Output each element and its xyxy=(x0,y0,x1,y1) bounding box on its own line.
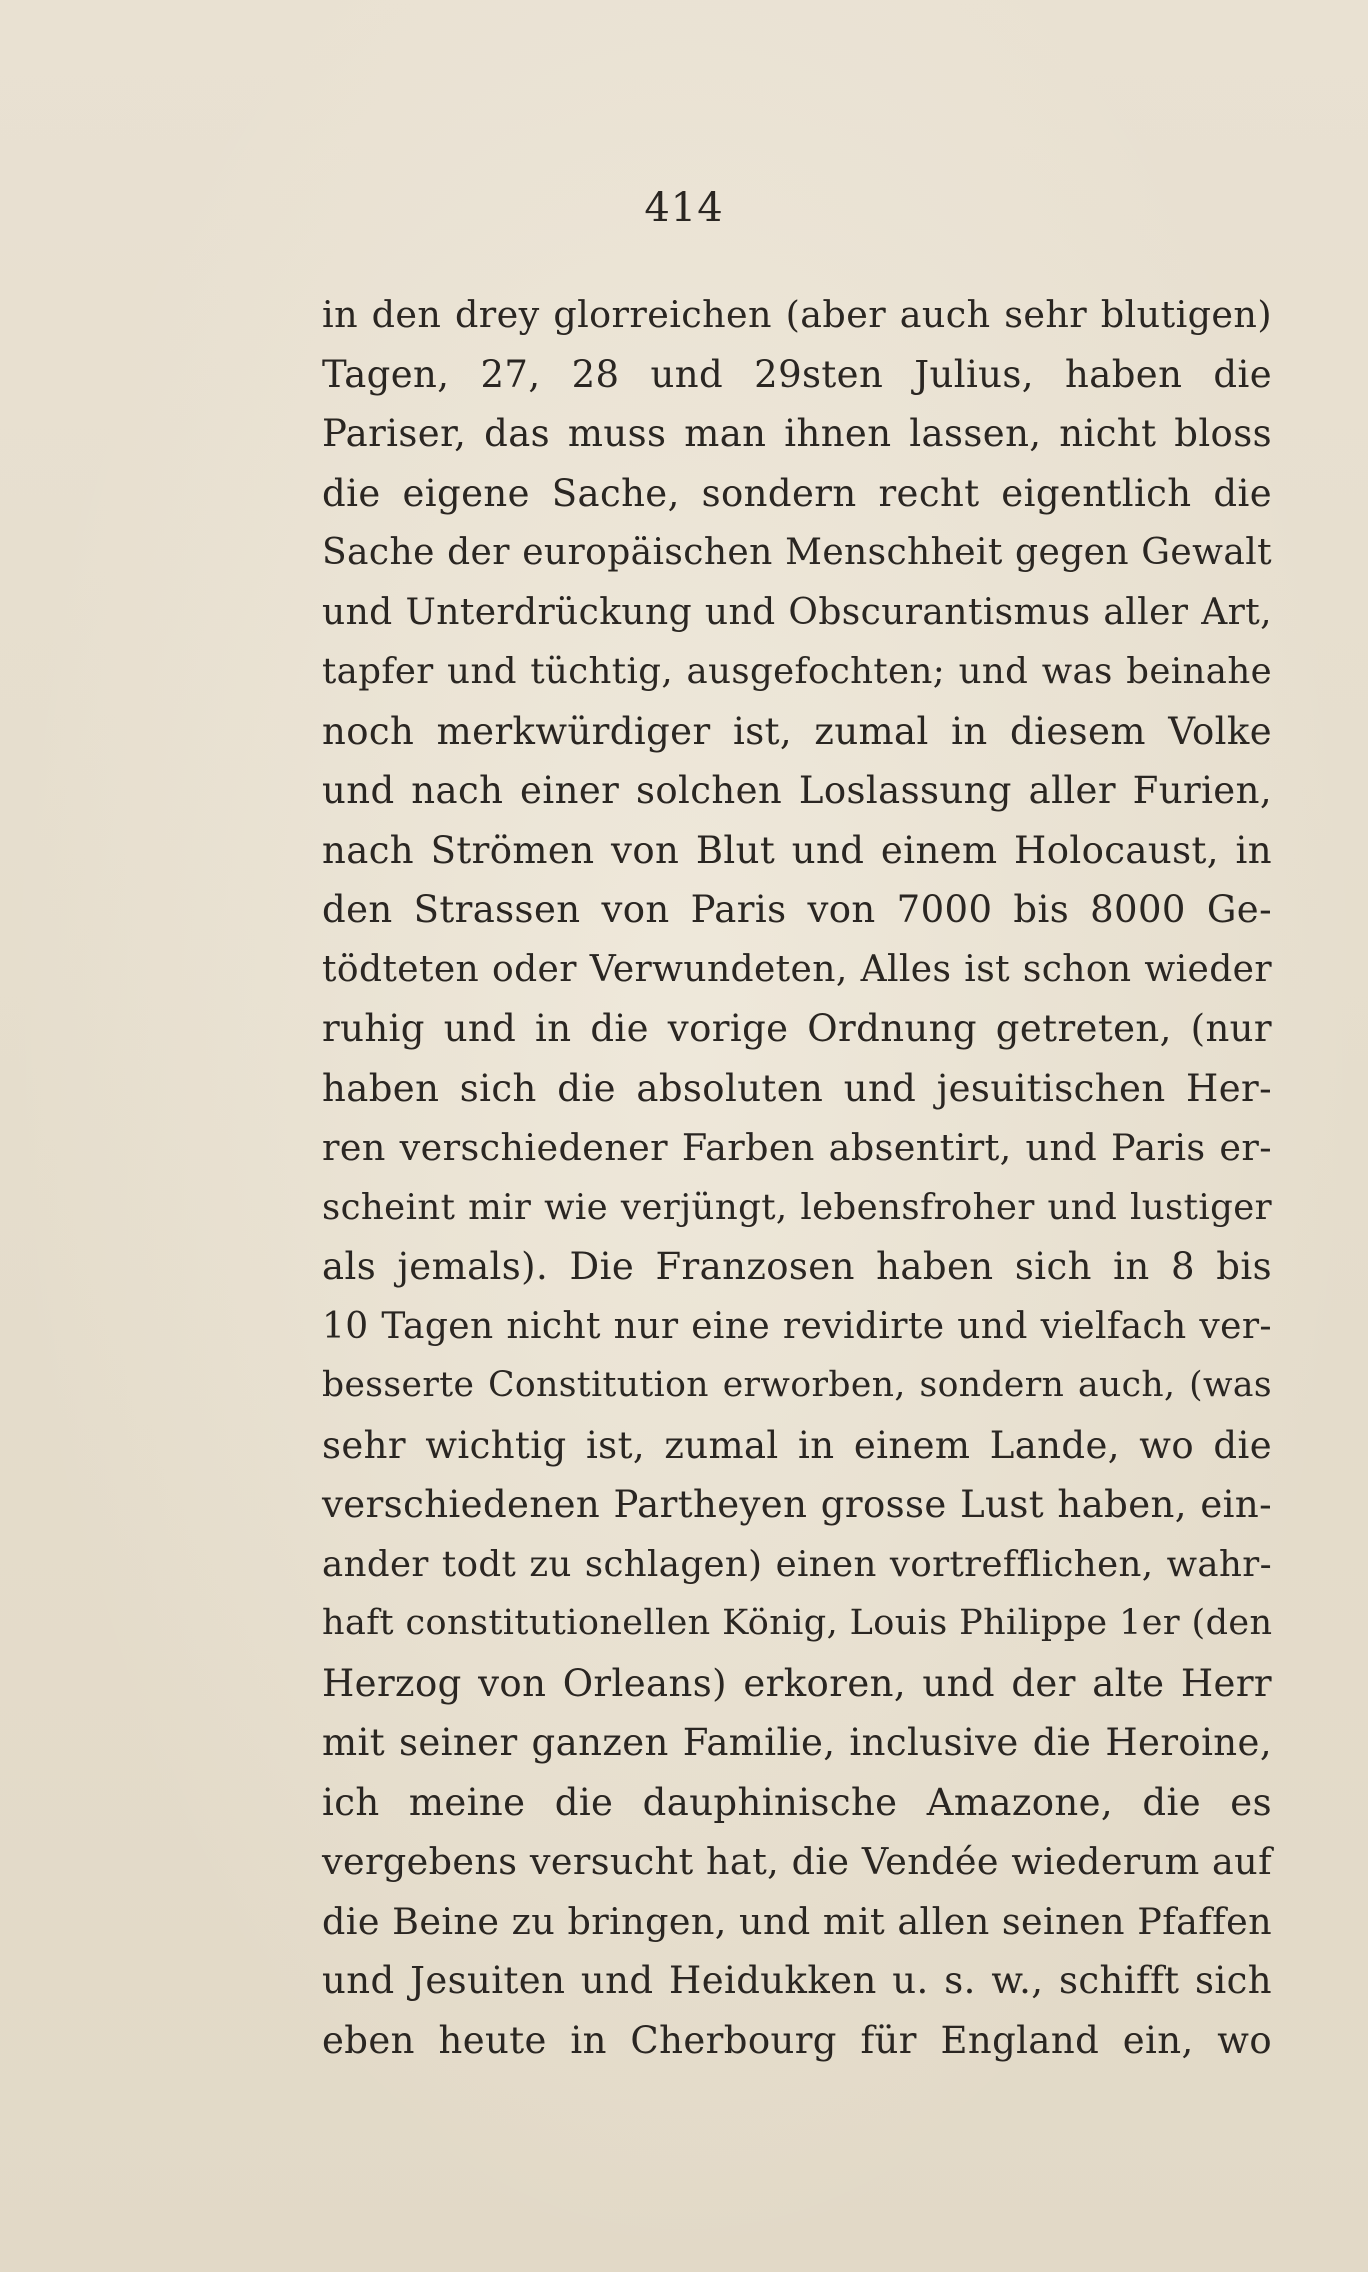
text-line: haft constitutionellen König, Louis Philippe 1er (den xyxy=(322,1603,1273,1643)
text-line: ren verschiedener Farben absentirt, und Paris er- xyxy=(322,1126,1272,1169)
text-line: scheint mir wie verjüngt, lebensfroher und lustiger xyxy=(322,1186,1272,1228)
text-line: ich meine die dauphinische Amazone, die es xyxy=(322,1780,1272,1824)
text-line: und Jesuiten und Heidukken u. s. w., schifft sich xyxy=(322,1959,1272,2002)
text-line: tödteten oder Verwundeten, Alles ist schon wieder xyxy=(322,948,1272,990)
text-line: eben heute in Cherbourg für England ein, wo xyxy=(322,2018,1272,2062)
text-line: Sache der europäischen Menschheit gegen Gewalt xyxy=(322,532,1272,573)
text-line: Tagen, 27, 28 und 29sten Julius, haben die xyxy=(322,352,1272,396)
text-line: ander todt zu schlagen) einen vortrefflichen, wahr- xyxy=(322,1543,1272,1585)
text-line: vergebens versucht hat, die Vendée wiederum auf xyxy=(322,1840,1272,1883)
text-line: mit seiner ganzen Familie, inclusive die Heroine, xyxy=(322,1721,1272,1764)
page-number: 414 xyxy=(644,185,724,231)
text-line: nach Strömen von Blut und einem Holocaust, in xyxy=(322,828,1272,872)
text-line: besserte Constitution erworben, sondern auch, (was xyxy=(322,1365,1272,1405)
body-text xyxy=(322,285,1272,2070)
text-line: Herzog von Orleans) erkoren, und der alte Herr xyxy=(322,1661,1272,1705)
text-line: tapfer und tüchtig, ausgefochten; und was beinahe xyxy=(322,651,1272,692)
text-line: 10 Tagen nicht nur eine revidirte und vielfach ver- xyxy=(322,1305,1272,1347)
text-line: die eigene Sache, sondern recht eigentlich die xyxy=(322,471,1272,515)
text-line: und Unterdrückung und Obscurantismus aller Art, xyxy=(322,591,1272,633)
text-line: in den drey glorreichen (aber auch sehr blutigen) xyxy=(322,293,1272,336)
text-line: und nach einer solchen Loslassung aller Furien, xyxy=(322,769,1272,812)
text-line: haben sich die absoluten und jesuitischen Her- xyxy=(322,1066,1272,1110)
text-line: noch merkwürdiger ist, zumal in diesem Volke xyxy=(322,709,1272,753)
text-line: sehr wichtig ist, zumal in einem Lande, wo die xyxy=(322,1423,1272,1467)
text-line: ruhig und in die vorige Ordnung getreten, (nur xyxy=(322,1007,1272,1050)
text-line: verschiedenen Partheyen grosse Lust haben, ein- xyxy=(322,1483,1272,1526)
text-line: die Beine zu bringen, und mit allen seinen Pfaffen xyxy=(322,1899,1272,1943)
text-line: Pariser, das muss man ihnen lassen, nicht bloss xyxy=(322,412,1272,455)
text-line: den Strassen von Paris von 7000 bis 8000 Ge- xyxy=(322,888,1272,931)
text-line: als jemals). Die Franzosen haben sich in 8 bis xyxy=(322,1245,1272,1288)
